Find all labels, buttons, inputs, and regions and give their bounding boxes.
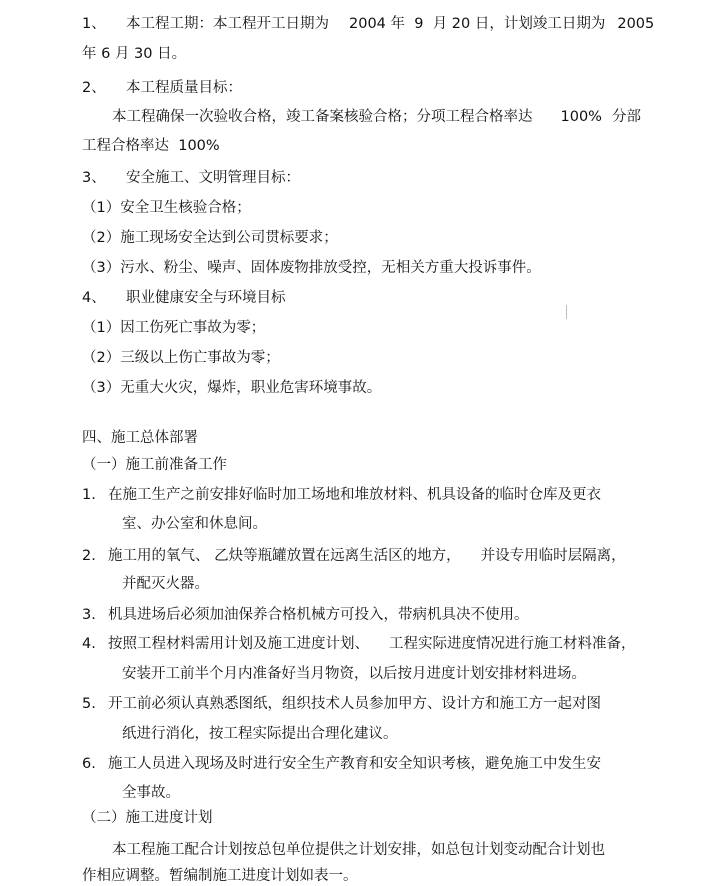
goal-1-start-year: 2004 [349, 16, 386, 32]
goal-1-text-a: 本工程工期：本工程开工日期为 [126, 16, 329, 32]
goal-3-sub-3: （3）污水、粉尘、噪声、固体废物排放受控，无相关方重大投诉事件。 [82, 260, 541, 276]
goal-2-body-b: 分部 [611, 109, 641, 125]
prep-item-2-line2: 并配灭火器。 [122, 576, 209, 592]
goal-1-text-d: 日，计划竣工日期为 [474, 16, 606, 32]
goal-4-number: 4、 [82, 290, 106, 306]
margin-mark [566, 305, 569, 319]
goal-3-number: 3、 [82, 170, 106, 186]
subsection-2-heading: （二）施工进度计划 [82, 810, 213, 826]
goal-1-line2: 年 6 月 30 日。 [82, 46, 187, 62]
goal-2-rate-2: 100% [178, 138, 220, 154]
schedule-para-line1: 本工程施工配合计划按总包单位提供之计划安排，如总包计划变动配合计划也 [112, 842, 605, 858]
goal-2-number: 2、 [82, 80, 106, 96]
prep-item-6-number: 6. [82, 756, 96, 772]
goal-1-end-year: 2005 [617, 16, 655, 32]
goal-1-text-c: 月 [432, 16, 448, 32]
section-4-heading: 四、施工总体部署 [82, 430, 198, 446]
goal-1-line1 [126, 14, 654, 34]
schedule-para-line2: 作相应调整。暂编制施工进度计划如表一。 [82, 868, 358, 884]
prep-item-6-line1: 施工人员进入现场及时进行安全生产教育和安全知识考核，避免施工中发生安 [108, 756, 601, 772]
goal-1-start-month: 9 [414, 16, 424, 32]
goal-4-sub-2: （2）三级以上伤亡事故为零； [82, 350, 280, 366]
goal-4-title: 职业健康安全与环境目标 [126, 290, 286, 306]
prep-item-4-line1-b: 工程实际进度情况进行施工材料准备， [389, 636, 636, 652]
goal-3-sub-1: （1）安全卫生核验合格； [82, 200, 251, 216]
subsection-1-heading: （一）施工前准备工作 [82, 457, 227, 473]
prep-item-1-line1: 在施工生产之前安排好临时加工场地和堆放材料、机具设备的临时仓库及更衣 [108, 487, 601, 503]
goal-1-text-b: 年 [390, 16, 406, 32]
goal-2-title: 本工程质量目标： [126, 80, 242, 96]
goal-4-sub-1: （1）因工伤死亡事故为零； [82, 320, 266, 336]
prep-item-2-line1-a: 施工用的氧气、 乙炔等瓶罐放置在远离生活区的地方， [108, 548, 461, 564]
prep-item-1-number: 1. [82, 487, 96, 503]
goal-1-start-day: 20 [451, 16, 471, 32]
prep-item-5-line2: 纸进行消化，按工程实际提出合理化建议。 [122, 726, 398, 742]
prep-item-4-line1 [108, 634, 636, 654]
goal-3-sub-2: （2）施工现场安全达到公司贯标要求； [82, 230, 338, 246]
goal-2-body-line1 [112, 107, 641, 127]
prep-item-2-line1 [108, 546, 626, 566]
goal-3-title: 安全施工、文明管理目标： [126, 170, 300, 186]
goal-2-body-c: 工程合格率达 [82, 138, 169, 154]
prep-item-4-number: 4. [82, 636, 96, 652]
goal-2-body-a: 本工程确保一次验收合格，竣工备案核验合格；分项工程合格率达 [112, 109, 533, 125]
prep-item-4-line1-a: 按照工程材料需用计划及施工进度计划、 [108, 636, 369, 652]
prep-item-2-number: 2. [82, 548, 96, 564]
prep-item-3-number: 3. [82, 607, 96, 623]
prep-item-5-line1: 开工前必须认真熟悉图纸，组织技术人员参加甲方、设计方和施工方一起对图 [108, 696, 601, 712]
prep-item-2-line1-b: 并设专用临时层隔离， [480, 548, 626, 564]
prep-item-4-line2: 安装开工前半个月内准备好当月物资，以后按月进度计划安排材料进场。 [122, 666, 586, 682]
goal-4-sub-3: （3）无重大火灾，爆炸，职业危害环境事故。 [82, 380, 382, 396]
prep-item-5-number: 5. [82, 696, 96, 712]
goal-2-rate-1: 100% [560, 109, 602, 125]
goal-2-body-line2 [82, 136, 220, 156]
prep-item-3-line1: 机具进场后必须加油保养合格机械方可投入，带病机具决不使用。 [108, 607, 529, 623]
prep-item-1-line2: 室、办公室和休息间。 [122, 516, 267, 532]
prep-item-6-line2: 全事故。 [122, 785, 180, 801]
goal-1-number: 1、 [82, 16, 106, 32]
